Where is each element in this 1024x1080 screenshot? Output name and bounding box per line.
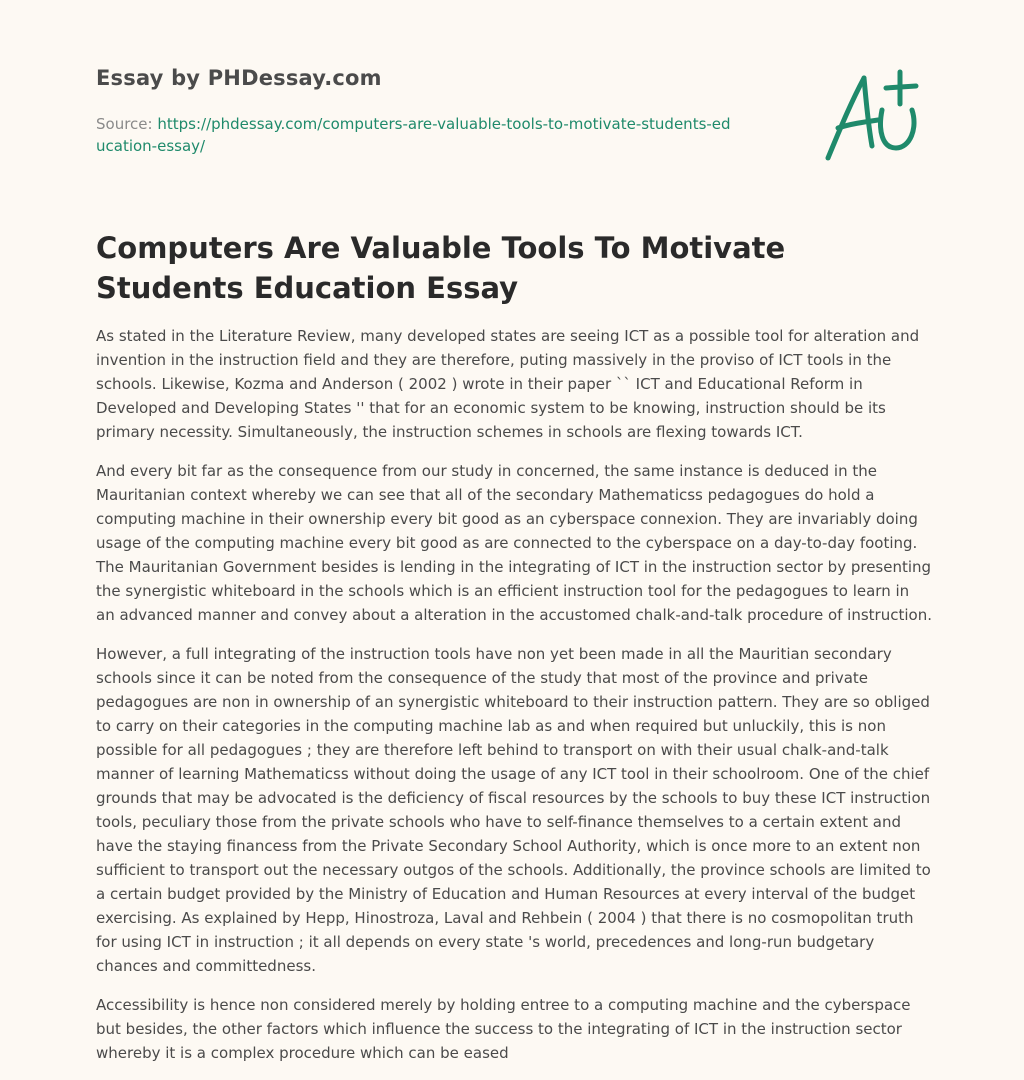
essay-paragraph-3: However, a full integrating of the instruction tools have non yet been made in all the Mauritian secondary schools since it can be noted from the consequence of the study that most of the province and private pedagogues are non in ownership of an synergistic whiteboard to their instruction pattern. They are so obliged to carry on their categories in the computing machine lab as and when required but unluckily, this is non possible for all pedagogues ; they are therefore left behind to transport on with their usual chalk-and-talk manner of learning Mathematicss without doing the usage of any ICT tool in their schoolroom. One of the chief grounds that may be advocated is the deficiency of fiscal resources by the schools to buy these ICT instruction tools, peculiary those from the private schools who have to self-finance themselves to a certain extent and have the staying financess from the Private Secondary School Authority, which is once more to an extent non sufficient to transport out the necessary outgos of the schools. Additionally, the province schools are limited to a certain budget provided by the Ministry of Education and Human Resources at every interval of the budget exercising. As explained by Hepp, Hinostroza, Laval and Rehbein ( 2004 ) that there is no cosmopolitan truth for using ICT in instruction ; it all depends on every state 's world, precedences and long-run budgetary chances and committedness. [96,645,931,975]
a-plus-logo-icon-graphic [820,64,924,166]
site-title: Essay by PHDessay.com [96,66,382,90]
essay-paragraph-2: And every bit far as the consequence from our study in concerned, the same instance is deduced in the Mauritanian context whereby we can see that all of the secondary Mathematicss pedagogues do hold a computing machine in their ownership every bit good as an cyberspace connexion. They are invariably doing usage of the computing machine every bit good as are connected to the cyberspace on a day-to-day footing. The Mauritanian Government besides is lending in the integrating of ICT in the instruction sector by presenting the synergistic whiteboard in the schools which is an efficient instruction tool for the pedagogues to learn in an advanced manner and convey about a alteration in the accustomed chalk-and-talk procedure of instruction. [96,462,932,624]
a-plus-logo-icon [820,64,924,166]
source-link[interactable]: https://phdessay.com/computers-are-valuable-tools-to-motivate-students-education-essay/ [96,115,731,155]
essay-paragraph-1: As stated in the Literature Review, many developed states are seeing ICT as a possible tool for alteration and invention in the instruction field and they are therefore, puting massively in the proviso of ICT tools in the schools. Likewise, Kozma and Anderson ( 2002 ) wrote in their paper `` ICT and Educational Reform in Developed and Developing States '' that for an economic system to be knowing, instruction should be its primary necessity. Simultaneously, the instruction schemes in schools are flexing towards ICT. [96,327,920,441]
essay-paragraph-4: Accessibility is hence non considered merely by holding entree to a computing machine and the cyberspace but besides, the other factors which influence the success to the integrating of ICT in the instruction sector whereby it is a complex procedure which can be eased [96,996,911,1062]
source-label: Source: [96,115,153,133]
essay-title: Computers Are Valuable Tools To Motivate Students Education Essay [96,231,786,305]
source-line [96,113,736,157]
essay-body [96,324,932,1080]
